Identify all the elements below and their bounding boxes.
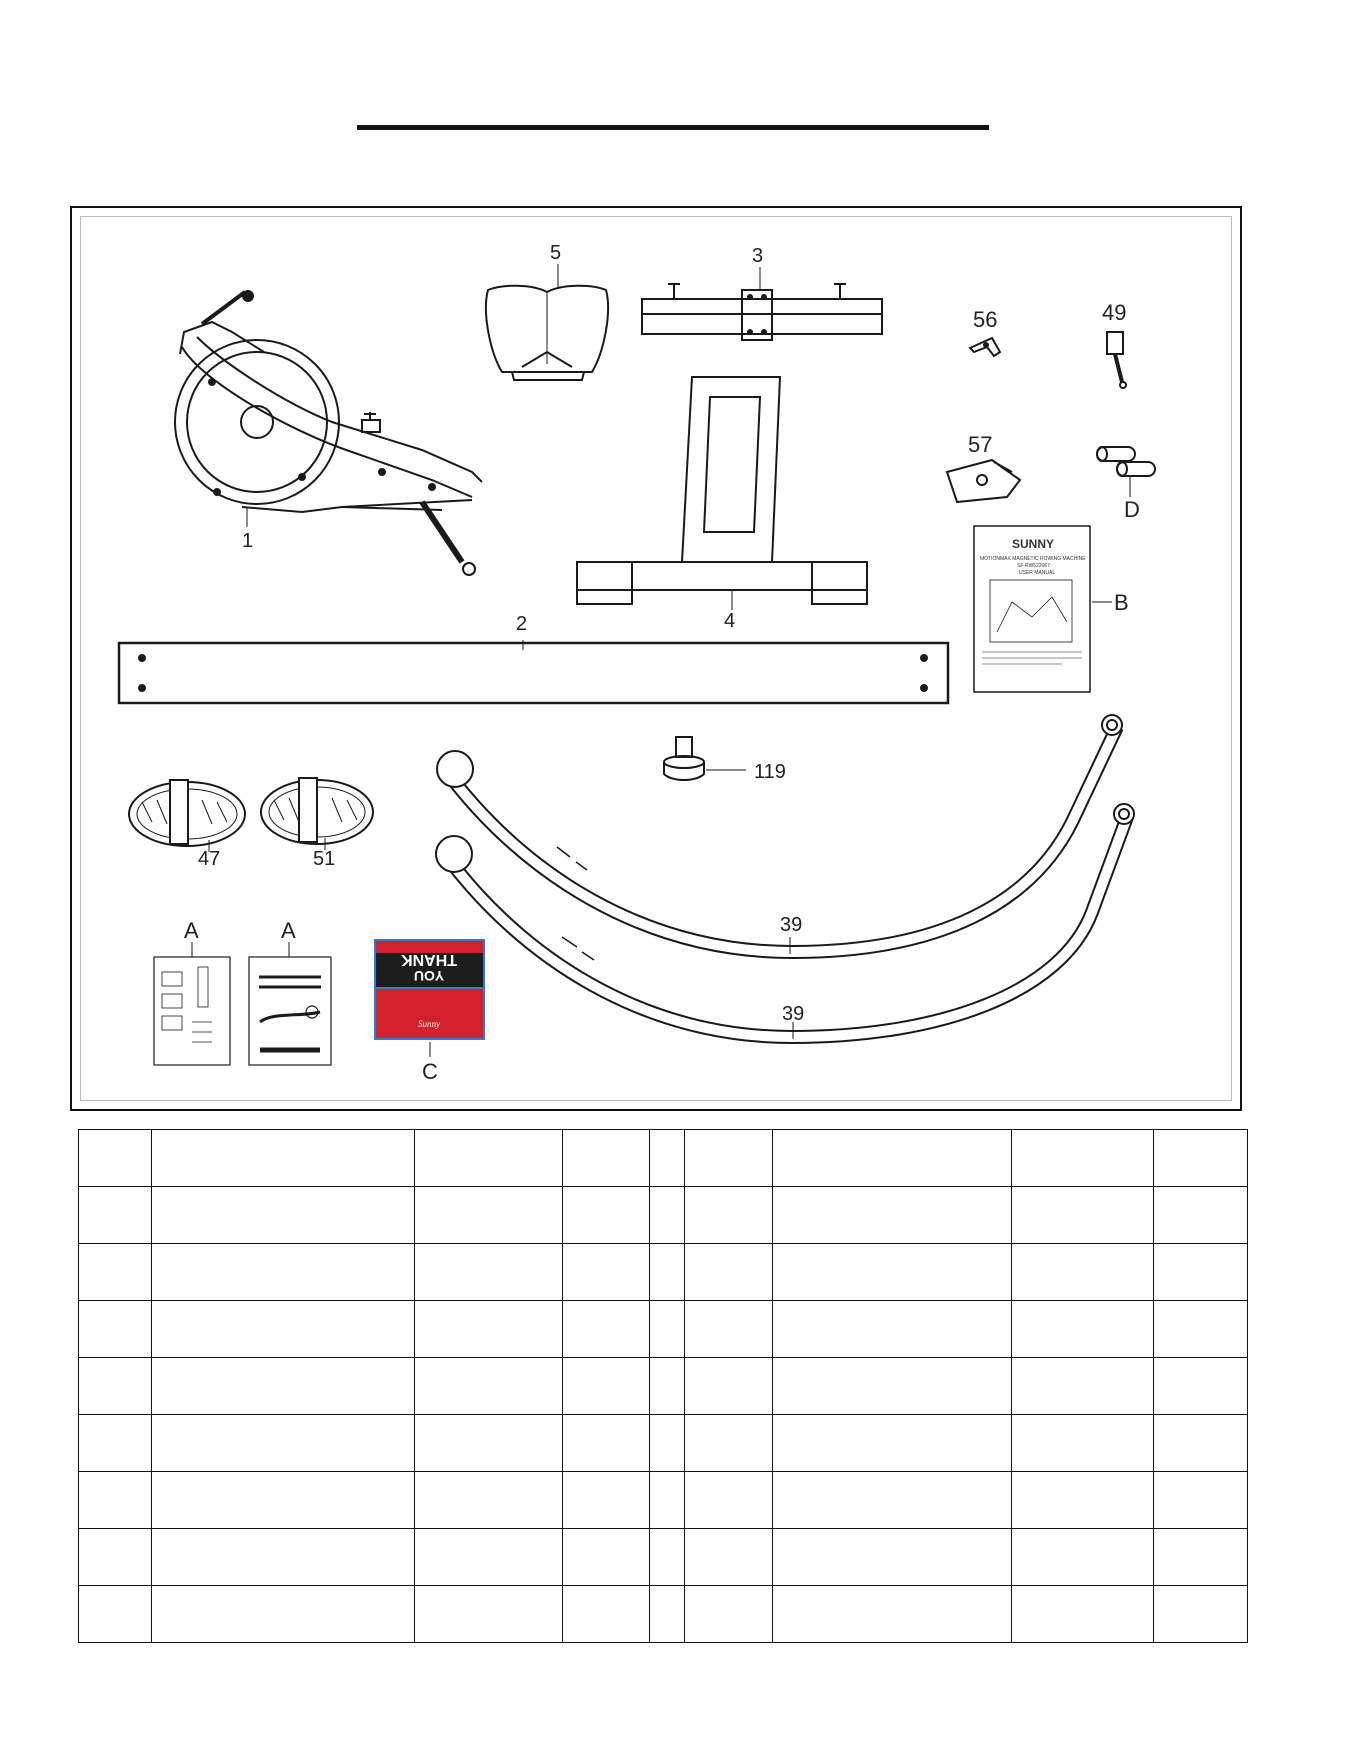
table-cell [685, 1301, 773, 1358]
table-cell [415, 1415, 563, 1472]
table-row [79, 1244, 1248, 1301]
table-cell [415, 1301, 563, 1358]
table-cell [1012, 1358, 1154, 1415]
table-cell [1012, 1529, 1154, 1586]
label-part-c: C [422, 1059, 438, 1084]
table-cell [152, 1415, 415, 1472]
label-part-5: 5 [550, 242, 562, 264]
table-cell [1012, 1586, 1154, 1643]
table-cell [1154, 1130, 1248, 1187]
label-part-4: 4 [724, 610, 736, 632]
table-cell [1154, 1187, 1248, 1244]
table-cell [685, 1415, 773, 1472]
table-cell [1012, 1301, 1154, 1358]
table-cell [152, 1529, 415, 1586]
table-cell [650, 1358, 685, 1415]
part-47-pedal [129, 780, 245, 852]
label-part-51: 51 [313, 848, 336, 870]
table-row [79, 1358, 1248, 1415]
table-cell [563, 1415, 650, 1472]
table-cell [79, 1358, 152, 1415]
table-cell [152, 1130, 415, 1187]
table-row [79, 1472, 1248, 1529]
table-cell [685, 1130, 773, 1187]
table-cell [685, 1529, 773, 1586]
label-part-47: 47 [198, 848, 221, 870]
table-cell [773, 1187, 1012, 1244]
label-part-a-2: A [281, 918, 296, 943]
table-row [79, 1586, 1248, 1643]
table-cell [773, 1244, 1012, 1301]
table-cell [1012, 1244, 1154, 1301]
table-cell [1154, 1529, 1248, 1586]
label-part-d: D [1124, 497, 1140, 522]
label-part-2: 2 [516, 613, 528, 635]
thank-you-brand: Sunny [418, 1019, 440, 1029]
table-cell [563, 1472, 650, 1529]
label-part-57: 57 [968, 432, 993, 457]
parts-diagram [70, 206, 1242, 1111]
part-119-leveler [664, 737, 746, 780]
table-cell [563, 1586, 650, 1643]
table-cell [1012, 1472, 1154, 1529]
label-part-39-upper: 39 [780, 914, 803, 936]
table-cell [650, 1130, 685, 1187]
table-cell [152, 1358, 415, 1415]
label-part-119: 119 [754, 761, 786, 783]
table-cell [152, 1472, 415, 1529]
table-row [79, 1130, 1248, 1187]
label-part-39-lower: 39 [782, 1003, 805, 1025]
table-cell [650, 1301, 685, 1358]
table-cell [79, 1415, 152, 1472]
table-cell [563, 1301, 650, 1358]
table-cell [79, 1187, 152, 1244]
table-cell [152, 1301, 415, 1358]
table-cell [563, 1130, 650, 1187]
table-cell [1154, 1358, 1248, 1415]
label-part-3: 3 [752, 245, 764, 267]
part-56-bracket [970, 338, 1000, 356]
manual-title-line2: SF-RW522067 [1017, 563, 1050, 569]
part-49-knob [1107, 332, 1126, 388]
table-cell [1154, 1472, 1248, 1529]
table-cell [79, 1586, 152, 1643]
table-cell [415, 1130, 563, 1187]
thank-you-line1: THANK [401, 951, 457, 968]
table-cell [563, 1529, 650, 1586]
table-row [79, 1301, 1248, 1358]
table-cell [685, 1244, 773, 1301]
table-cell [650, 1586, 685, 1643]
table-cell [415, 1472, 563, 1529]
table-cell [650, 1472, 685, 1529]
table-cell [415, 1586, 563, 1643]
table-cell [650, 1415, 685, 1472]
table-cell [1154, 1301, 1248, 1358]
label-part-1: 1 [242, 530, 254, 552]
table-cell [773, 1529, 1012, 1586]
table-cell [685, 1187, 773, 1244]
part-3-front-stabilizer [642, 267, 882, 340]
table-cell [563, 1244, 650, 1301]
title-rule [357, 125, 989, 130]
table-cell [685, 1358, 773, 1415]
table-cell [415, 1529, 563, 1586]
table-cell [415, 1358, 563, 1415]
manual-title-line1: MOTIONMAX MAGNETIC ROWING MACHINE [980, 556, 1086, 562]
table-cell [1154, 1244, 1248, 1301]
table-cell [563, 1358, 650, 1415]
table-row [79, 1529, 1248, 1586]
table-cell [415, 1244, 563, 1301]
table-cell [79, 1244, 152, 1301]
part-d-rollers [1097, 447, 1155, 497]
table-cell [773, 1415, 1012, 1472]
table-cell [79, 1472, 152, 1529]
parts-table-body [79, 1130, 1248, 1643]
table-cell [773, 1358, 1012, 1415]
table-cell [685, 1586, 773, 1643]
table-cell [1154, 1586, 1248, 1643]
table-cell [1154, 1415, 1248, 1472]
table-cell [685, 1472, 773, 1529]
part-4-rear-stand [577, 377, 867, 610]
part-2-rail [119, 640, 948, 703]
table-cell [773, 1586, 1012, 1643]
table-cell [1012, 1187, 1154, 1244]
table-cell [773, 1301, 1012, 1358]
label-part-56: 56 [973, 307, 998, 332]
table-cell [650, 1529, 685, 1586]
table-cell [79, 1529, 152, 1586]
manual-title-line3: USER MANUAL [1019, 570, 1056, 576]
table-cell [650, 1187, 685, 1244]
part-a-hardware-card-2 [249, 942, 331, 1065]
parts-diagram-svg [72, 208, 1240, 1109]
table-cell [773, 1130, 1012, 1187]
table-cell [79, 1130, 152, 1187]
table-cell [773, 1472, 1012, 1529]
table-cell [152, 1187, 415, 1244]
table-cell [650, 1244, 685, 1301]
table-cell [1012, 1415, 1154, 1472]
table-cell [415, 1187, 563, 1244]
table-cell [152, 1244, 415, 1301]
manual-brand: SUNNY [1012, 537, 1055, 551]
table-row [79, 1415, 1248, 1472]
label-part-a-1: A [184, 918, 199, 943]
table-cell [152, 1586, 415, 1643]
table-cell [79, 1301, 152, 1358]
label-part-49: 49 [1102, 300, 1127, 325]
parts-list-table [78, 1129, 1248, 1643]
part-1-main-frame [175, 291, 482, 575]
thank-you-line2: YOU [413, 968, 445, 984]
table-cell [563, 1187, 650, 1244]
part-5-seat [486, 264, 608, 380]
part-57-clamp [947, 460, 1020, 502]
part-51-pedal [261, 778, 373, 850]
label-part-b: B [1114, 590, 1129, 615]
table-row [79, 1187, 1248, 1244]
part-a-hardware-card-1 [154, 942, 230, 1065]
table-cell [1012, 1130, 1154, 1187]
